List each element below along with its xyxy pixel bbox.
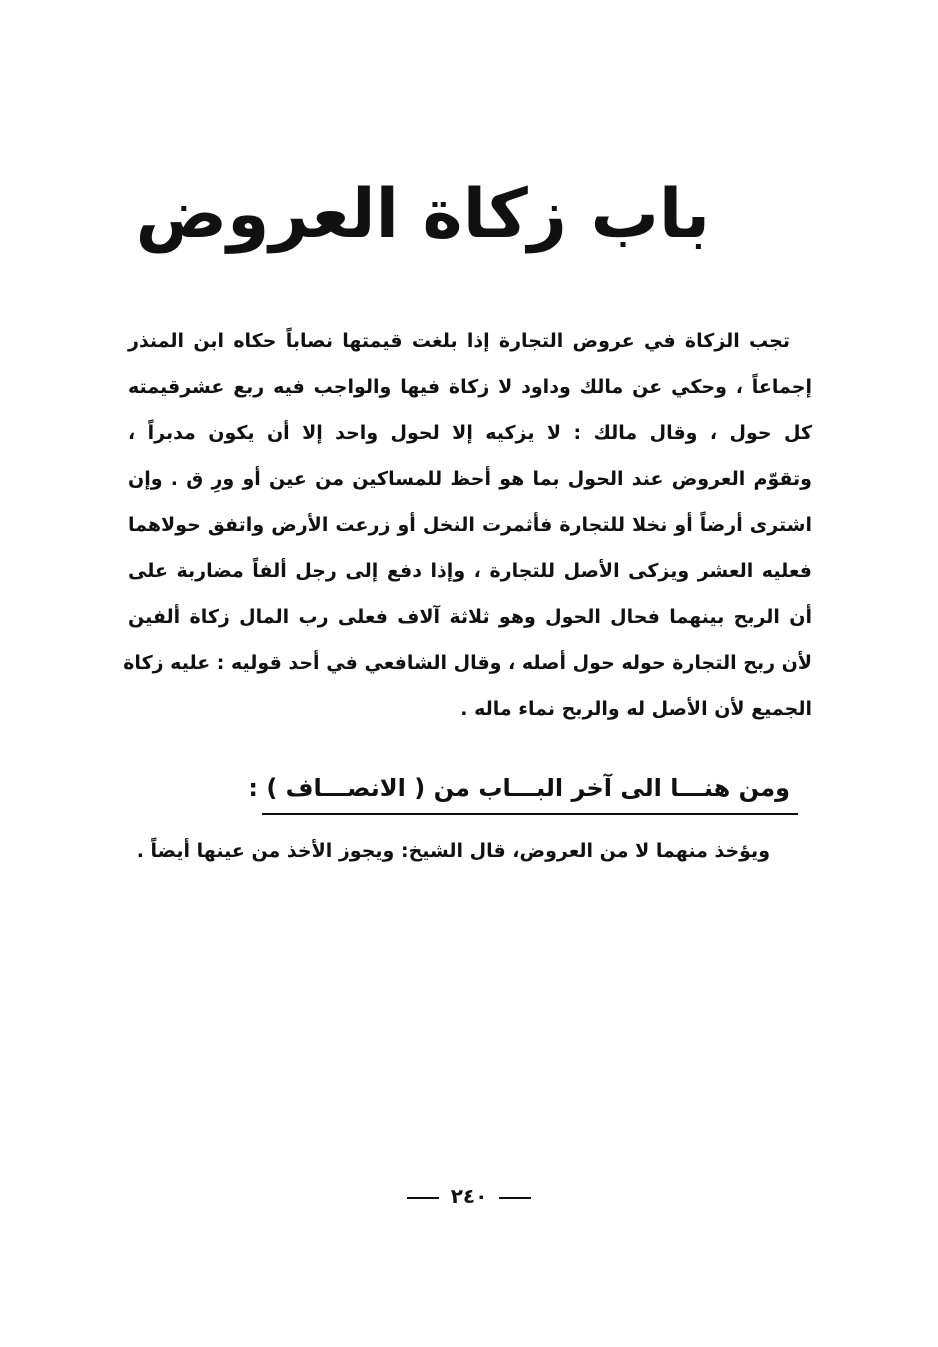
- page-number: ٢٤٠: [450, 1184, 488, 1208]
- paragraph-line: تجب الزكاة في عروض التجارة إذا بلغت قيمتها نصاباً حكاه ابن المنذر: [128, 330, 790, 352]
- paragraph-line: وتقوّم العروض عند الحول بما هو أحظ للمساكين من عين أو ورِ ق . وإن: [128, 468, 812, 490]
- paragraph-line: أن الربح بينهما فحال الحول وهو ثلاثة آلاف فعلى رب المال زكاة ألفين: [128, 606, 812, 628]
- paragraph-line: اشترى أرضاً أو نخلا للتجارة فأثمرت النخل أو زرعت الأرض واتفق حولاهما: [128, 514, 812, 536]
- chapter-title: باب زكاة العروض: [135, 175, 710, 254]
- section-heading: ومن هنـــا الى آخر البـــاب من ( الانصـــاف ) :: [248, 774, 790, 802]
- dash-right: [407, 1197, 439, 1199]
- paragraph-line: إجماعاً ، وحكي عن مالك وداود لا زكاة فيها والواجب فيه ربع عشرقيمته: [128, 376, 812, 398]
- heading-underline: [262, 813, 798, 815]
- page-number-footer: [0, 1176, 938, 1216]
- paragraph-line: فعليه العشر ويزكى الأصل للتجارة ، وإذا دفع إلى رجل ألفاً مضاربة على: [128, 560, 812, 582]
- dash-left: [499, 1197, 531, 1199]
- paragraph-line: لأن ربح التجارة حوله حول أصله ، وقال الشافعي في أحد قوليه : عليه زكاة: [123, 652, 812, 674]
- main-paragraph: [123, 318, 812, 732]
- paragraph-line: كل حول ، وقال مالك : لا يزكيه إلا لحول واحد إلا أن يكون مدبراً ،: [128, 422, 812, 444]
- closing-line: ويؤخذ منهما لا من العروض، قال الشيخ: ويجوز الأخذ من عينها أيضاً .: [136, 840, 770, 862]
- paragraph-line: الجميع لأن الأصل له والربح نماء ماله .: [460, 698, 812, 720]
